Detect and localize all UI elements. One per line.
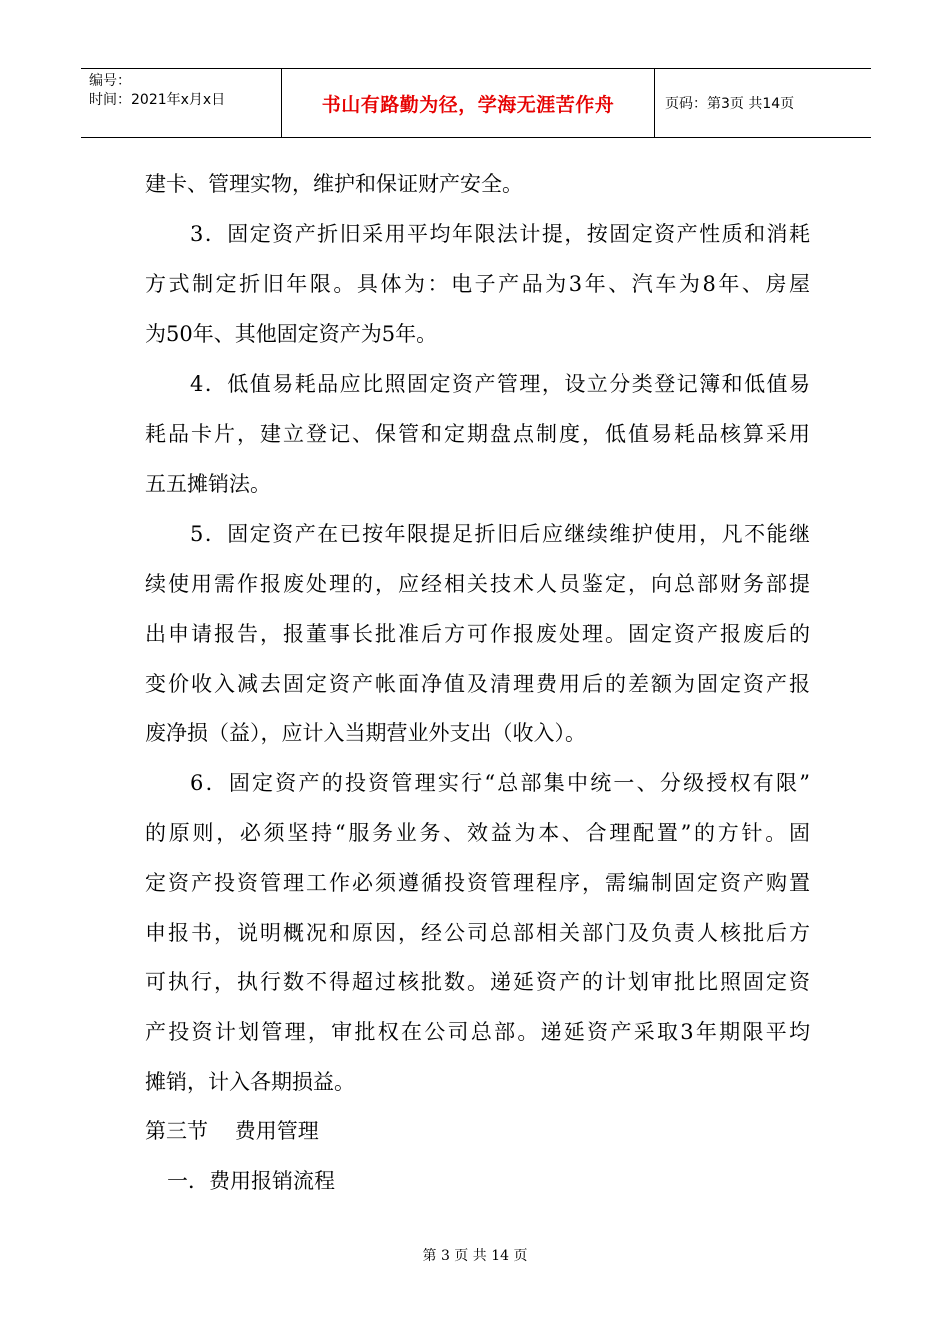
body-line: 申报书，说明概况和原因，经公司总部相关部门及负责人核批后方: [145, 921, 810, 945]
body-line: 定资产投资管理工作必须遵循投资管理程序，需编制固定资产购置: [145, 871, 810, 895]
body-line: 为50年、其他固定资产为5年。: [145, 322, 438, 346]
body-line: 废净损（益），应计入当期营业外支出（收入）。: [145, 721, 586, 745]
body-line: 变价收入减去固定资产帐面净值及清理费用后的差额为固定资产报: [145, 672, 810, 696]
subsection-heading: 一．费用报销流程: [167, 1169, 335, 1193]
header-motto-cell: [282, 69, 655, 137]
document-date-label: 时间：2021年x月x日: [89, 92, 226, 108]
body-line: 方式制定折旧年限。具体为：电子产品为3年、汽车为8年、房屋: [145, 272, 810, 296]
body-line: 摊销，计入各期损益。: [145, 1070, 355, 1094]
page-footer: 第 3 页 共 14 页: [422, 1248, 528, 1264]
header-meta-cell: [81, 69, 282, 137]
body-line: 建卡、管理实物，维护和保证财产安全。: [145, 172, 523, 196]
body-line: 3．固定资产折旧采用平均年限法计提，按固定资产性质和消耗: [190, 222, 810, 246]
body-line: 4．低值易耗品应比照固定资产管理，设立分类登记簿和低值易: [190, 372, 810, 396]
body-line: 续使用需作报废处理的，应经相关技术人员鉴定，向总部财务部提: [145, 572, 810, 596]
body-line: 出申请报告，报董事长批准后方可作报废处理。固定资产报废后的: [145, 622, 810, 646]
body-line: 耗品卡片，建立登记、保管和定期盘点制度，低值易耗品核算采用: [145, 422, 810, 446]
document-number-label: 编号：: [89, 73, 131, 89]
section-heading: 第三节 费用管理: [145, 1119, 319, 1143]
page-header: [81, 68, 871, 138]
body-line: 6．固定资产的投资管理实行“总部集中统一、分级授权有限”: [190, 771, 810, 795]
header-page-number: 页码：第3页 共14页: [665, 96, 795, 112]
body-line: 可执行，执行数不得超过核批数。递延资产的计划审批比照固定资: [145, 970, 810, 994]
body-line: 5．固定资产在已按年限提足折旧后应继续维护使用，凡不能继: [190, 522, 810, 546]
body-line: 的原则，必须坚持“服务业务、效益为本、合理配置”的方针。固: [145, 821, 810, 845]
body-line: 五五摊销法。: [145, 472, 271, 496]
header-motto: 书山有路勤为径，学海无涯苦作舟: [321, 93, 615, 116]
body-line: 产投资计划管理，审批权在公司总部。递延资产采取3年期限平均: [145, 1020, 810, 1044]
header-page-cell: [655, 69, 871, 137]
